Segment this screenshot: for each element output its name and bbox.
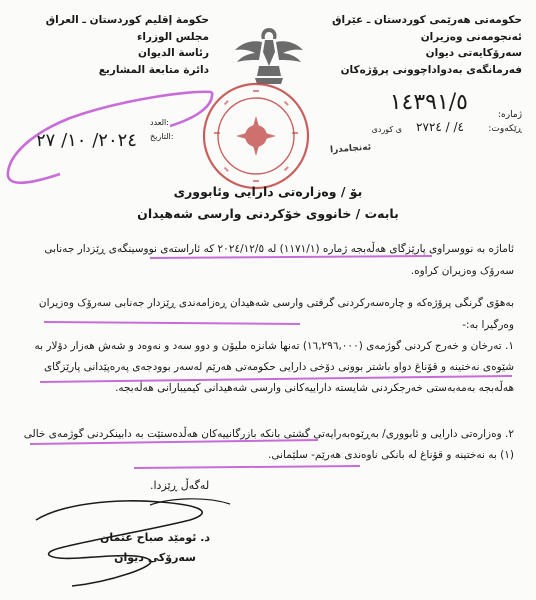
arabic-date-label: التاريخ: [150, 132, 174, 141]
header-kurdish [322, 12, 522, 78]
header-kurdish-line1: حکومەتی هەرێمی کوردستان ـ عێراق [332, 14, 522, 26]
signatory-name: د. ئومێد صباح عثمان [99, 531, 211, 544]
signature-block [90, 528, 220, 568]
arabic-number-label: العدد: [150, 118, 169, 127]
addressee: بۆ / وەزارەتی دارایی وئابووری [173, 184, 363, 199]
reference-number: ١٤٣٩١/٥ [389, 90, 468, 115]
reference-number-label: ژمارە: [497, 110, 522, 120]
header-arabic [14, 12, 209, 78]
header-arabic-line4: دائرة متابعة المشاريع [98, 63, 209, 76]
header-arabic-line1: حكومة إقليم كوردستان ـ العراق [45, 14, 209, 26]
header-kurdish-line3: سەرۆکایەتی دیوان [425, 47, 522, 59]
paragraph-approval: بەهۆی گرنگی پرۆژەکە و چارەسەرکردنی گرفتی وارسی شەهیدان ڕەزامەندی ڕێزدار جەنابی سەرۆک وەزیران وەرگیرا بە:- [38, 297, 514, 331]
reference-date: ٤/ / ٢٧٢٤ [416, 120, 464, 134]
paragraph-reference: ئاماژە بە نووسراوی پارێزگای هەڵەبجە ژمارە (١١٧١/١) لە ٢٠٢٤/١٢/٥ کە ئاراستەی نووسینگەی ڕێزدار جەنابی سەرۆک وەزیران کراوە. [44, 243, 514, 277]
header-kurdish-line4: فەرمانگەی بەدواداچوونی پرۆژەکان [340, 63, 522, 76]
signatory-title: سەرۆکی دیوان [114, 551, 196, 564]
subject-line: بابەت / خانووی خۆکردنی وارسی شەهیدان [137, 206, 399, 221]
closing-regards: لەگەڵ ڕێزدا. [150, 479, 210, 492]
stamp-word: ئەنجامدرا [329, 142, 372, 156]
reference-date-suffix: ی کوردی [371, 125, 402, 134]
official-stamp [200, 80, 312, 192]
header-kurdish-line2: ئەنجومەنی وەزیران [420, 30, 522, 43]
list-item-ministry: ٢. وەزارەتی دارایی و ئابووری/ بەڕێوەبەرایەتی گشتی بانکە بازرگانییەکان هەڵدەستێت بە دابینکردنی گوژمەی خالی (١) بە نەختینە و قۆناغ لە بانکی ناوەندی هەرێم- سلێمانی. [23, 428, 514, 461]
reference-date-label: ڕێکەوت: [488, 124, 522, 134]
header-arabic-line2: مجلس الوزراء [136, 30, 209, 43]
arabic-date: ٢٠٢٤/ ١٠/ ٢٧ [36, 130, 137, 151]
header-arabic-line3: رئاسة الديوان [138, 47, 209, 59]
list-item-allocation: ١. تەرخان و خەرج کردنی گوژمەی (١٦,٢٩٦,٠٠٠) تەنها شانزە ملیۆن و دوو سەد و نەوەد و شەش هەزار دۆلار بە شێوەی نەختینە و قۆناغ دواو باشتر بوونی دۆخی دارایی حکومەتی هەرێم لەسەر بوودجەی پەرەپێدانی پارێزگای هەڵەبجە بەمەبەستی خەرجکردنی شایستە داراییەکانی وارسی شەهیدانی کیمیبارانی هەڵەبجە. [34, 340, 514, 394]
